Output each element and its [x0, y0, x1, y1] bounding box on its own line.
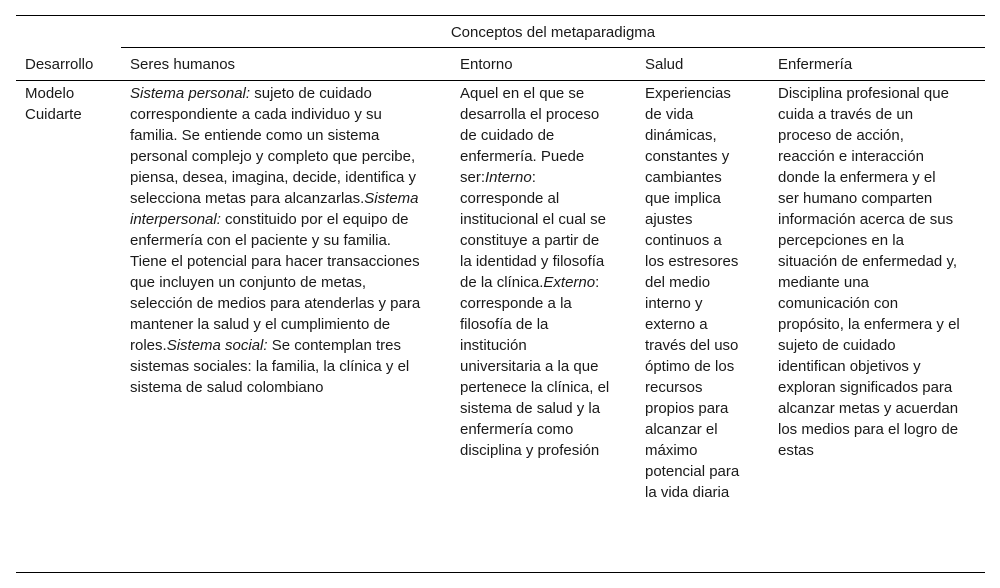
header-rule	[16, 80, 985, 81]
cell-entorno	[460, 83, 610, 461]
cell-enfermeria: Disciplina profesional que cuida a través de un proceso de acción, reacción e interacción donde la enfermera y el ser humano comparten información acerca de sus percepciones en la situación de enfermedad y, mediante una comunicación con propósito, la enfermera y el sujeto de cuidado identifican objetivos y exploran significados para alcanzar metas y acuerdan los medios para el logro de estas	[778, 85, 960, 459]
header-seres-humanos: Seres humanos	[130, 56, 236, 73]
table-bottom-rule	[16, 572, 985, 573]
group-header-rule	[121, 47, 985, 48]
term-sistema-personal: Sistema personal:	[130, 85, 251, 102]
text-sistema-personal: sujeto de cuidado correspondiente a cada individuo y su familia. Se entiende como un sistema personal complejo y completo que percibe, piensa, desea, imagina, decide, identifica y selecciona metas para alcanzarlas.	[130, 85, 417, 207]
cell-desarrollo: Modelo Cuidarte	[25, 85, 82, 123]
group-header: Conceptos del metaparadigma	[450, 24, 656, 41]
term-sistema-interpersonal: Sistema interpersonal:	[130, 190, 419, 228]
header-entorno: Entorno	[460, 56, 513, 73]
cell-seres-humanos	[130, 83, 422, 398]
table-top-rule	[16, 15, 985, 16]
header-salud: Salud	[645, 56, 684, 73]
cell-salud: Experiencias de vida dinámicas, constantes y cambiantes que implica ajustes continuos a los estresores del medio interno y externo a través del uso óptimo de los recursos propios para alcanzar el máximo potencial para la vida diaria	[645, 85, 740, 501]
text-sistema-interpersonal: constituido por el equipo de enfermería con el paciente y su familia. Tiene el potencial para hacer transacciones que incluyen un conjunto de metas, selección de medios para atenderlas y para mantener la salud y el cumplimiento de roles.	[130, 211, 421, 354]
header-desarrollo: Desarrollo	[25, 56, 94, 73]
text-sistema-social: Se contemplan tres sistemas sociales: la familia, la clínica y el sistema de salud colombiano	[130, 337, 410, 396]
term-interno: Interno	[485, 169, 532, 186]
term-externo: Externo	[543, 274, 596, 291]
text-interno: : corresponde al institucional el cual se constituye a partir de la identidad y filosofía de la clínica.	[460, 169, 606, 291]
term-sistema-social: Sistema social:	[166, 337, 268, 354]
text-entorno-intro: Aquel en el que se desarrolla el proceso de cuidado de enfermería. Puede ser:	[460, 85, 600, 186]
header-enfermeria: Enfermería	[778, 56, 853, 73]
text-externo: : corresponde a la filosofía de la institución universitaria a la que pertenece la clínica, el sistema de salud y la enfermería como disciplina y profesión	[460, 274, 610, 459]
